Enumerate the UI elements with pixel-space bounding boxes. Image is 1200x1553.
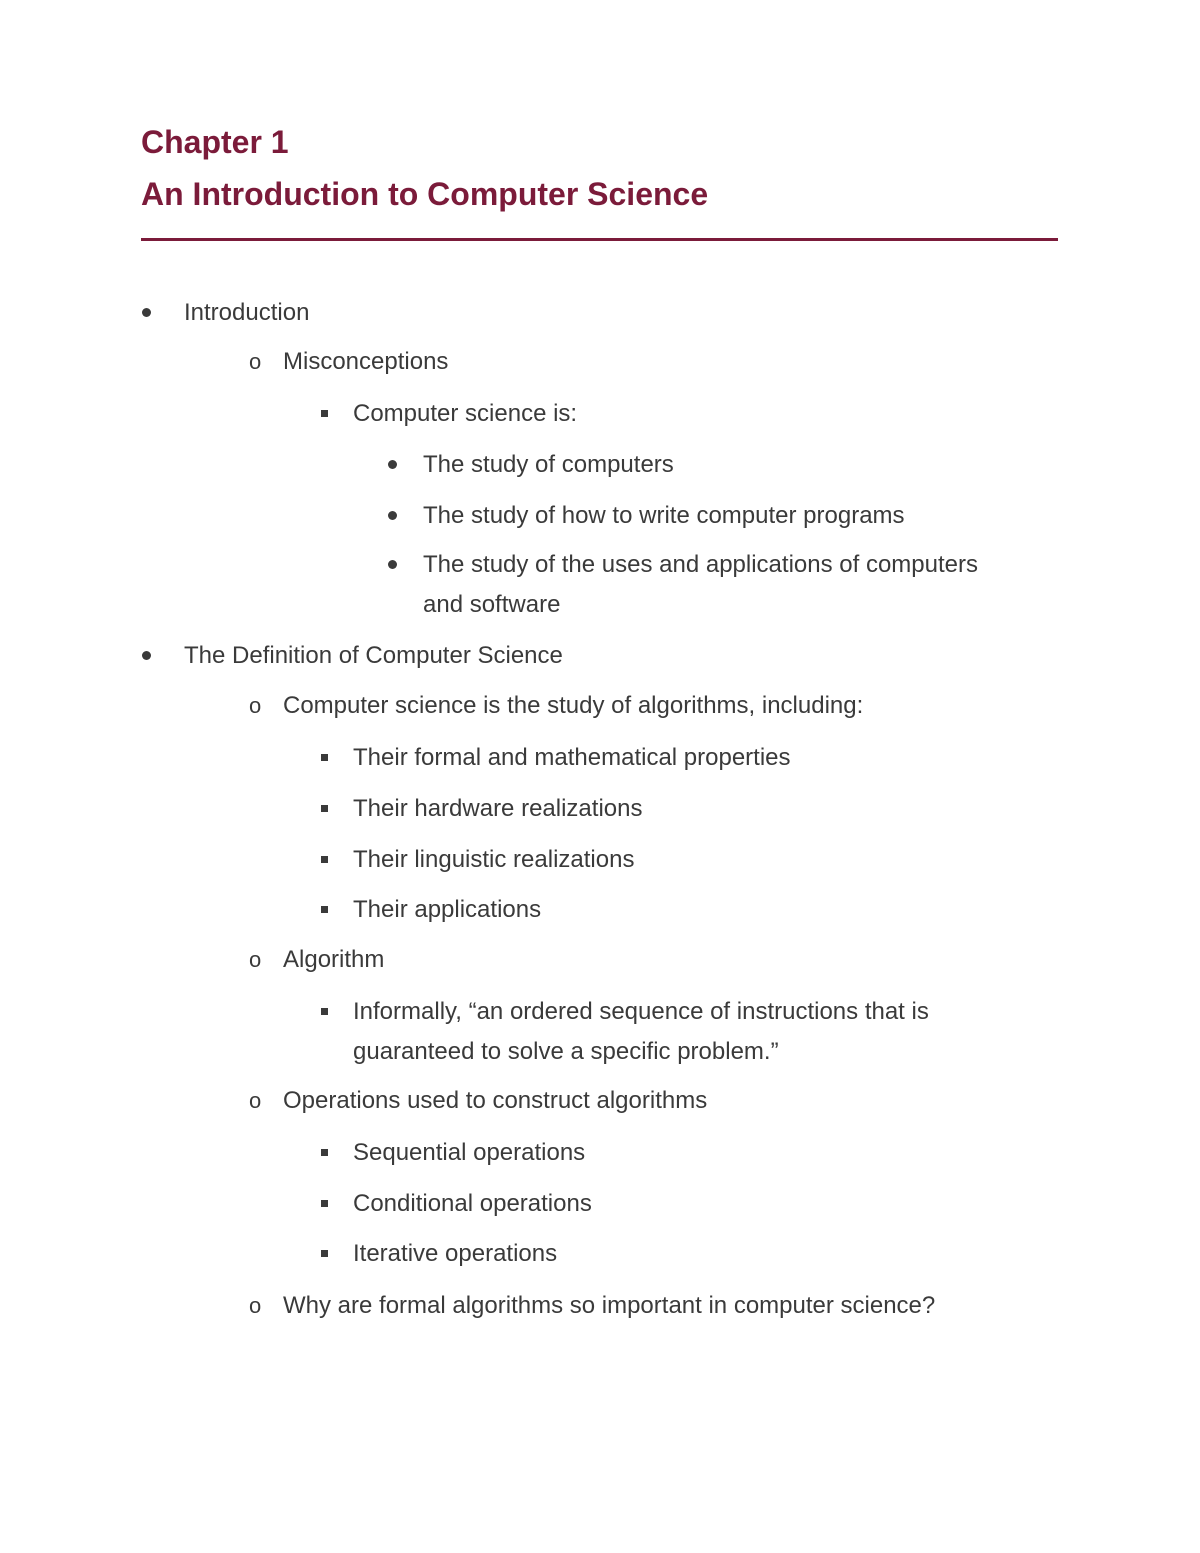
bullet-circle-icon: o — [249, 693, 262, 718]
list-item-label: Their linguistic realizations — [353, 846, 635, 873]
list-item-label: Misconceptions — [283, 348, 449, 375]
bullet-square-icon — [321, 1250, 328, 1257]
list-item-label: Sequential operations — [353, 1139, 586, 1166]
list-item-label: Conditional operations — [353, 1190, 592, 1217]
list-item-label: Their applications — [353, 896, 542, 923]
bullet-circle-icon: o — [249, 1088, 262, 1113]
list-item-label: Computer science is the study of algorithms, including: — [283, 692, 864, 719]
bullet-square-icon — [321, 805, 328, 812]
bullet-square-icon — [321, 754, 328, 761]
bullet-dot-icon — [388, 460, 397, 469]
list-item-label: Operations used to construct algorithms — [283, 1087, 708, 1114]
list-item-label: and software — [423, 591, 561, 618]
bullet-dot-icon — [388, 560, 397, 569]
list-item-label: Their hardware realizations — [353, 795, 643, 822]
list-item-label: guaranteed to solve a specific problem.” — [353, 1038, 779, 1065]
list-item-label: Computer science is: — [353, 400, 578, 427]
bullet-circle-icon: o — [249, 947, 262, 972]
bullet-circle-icon: o — [249, 1293, 262, 1318]
bullet-square-icon — [321, 906, 328, 913]
bullet-square-icon — [321, 1200, 328, 1207]
list-item-label: Why are formal algorithms so important in computer science? — [283, 1292, 936, 1319]
bullet-dot-icon — [142, 651, 151, 660]
list-item-label: Their formal and mathematical properties — [353, 744, 791, 771]
title-divider — [141, 238, 1058, 241]
bullet-dot-icon — [142, 308, 151, 317]
list-item-label: The Definition of Computer Science — [184, 642, 563, 669]
bullet-square-icon — [321, 410, 328, 417]
list-item-label: Iterative operations — [353, 1240, 558, 1267]
list-item-label: Algorithm — [283, 946, 385, 973]
list-item-label: The study of the uses and applications of computers — [423, 551, 978, 578]
list-item-label: The study of how to write computer programs — [423, 502, 905, 529]
bullet-dot-icon — [388, 511, 397, 520]
chapter-heading: Chapter 1 — [141, 124, 289, 160]
bullet-circle-icon: o — [249, 349, 262, 374]
bullet-square-icon — [321, 1008, 328, 1015]
list-item-label: Introduction — [184, 299, 310, 326]
bullet-square-icon — [321, 1149, 328, 1156]
list-item-label: Informally, “an ordered sequence of instructions that is — [353, 998, 929, 1025]
document-title: An Introduction to Computer Science — [141, 176, 709, 212]
list-item-label: The study of computers — [423, 451, 674, 478]
bullet-square-icon — [321, 856, 328, 863]
